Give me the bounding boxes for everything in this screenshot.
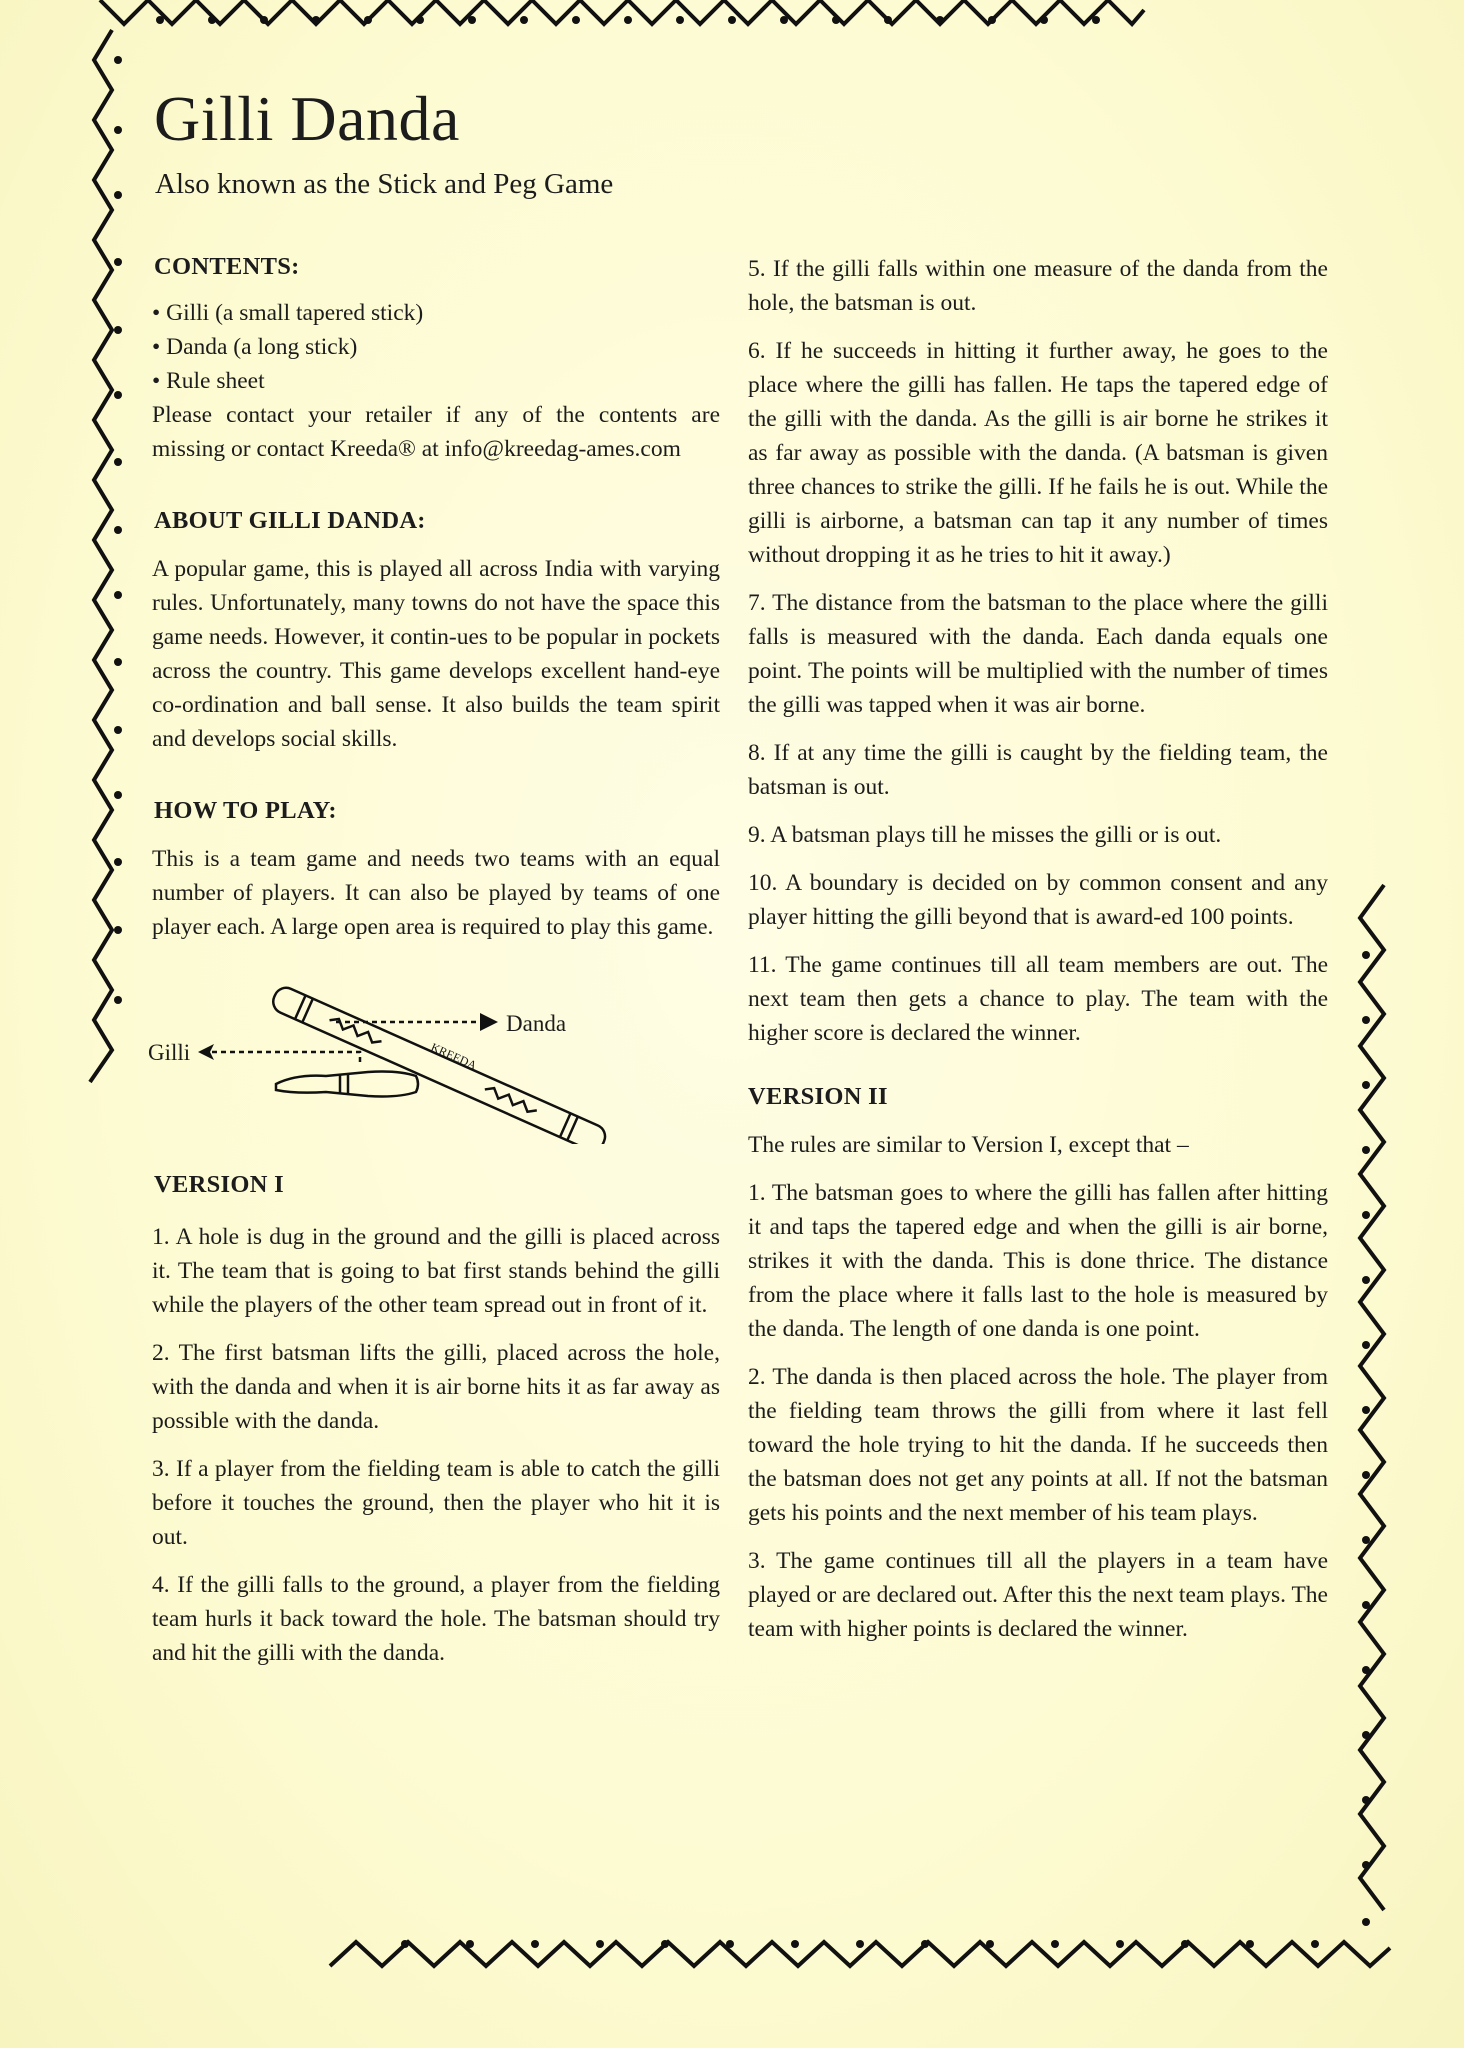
version1-rule-11: 11. The game continues till all team members are out. The next team then gets a chance to play. The team with the higher score is declared the winner. <box>748 952 1328 1046</box>
version1-rule-9: 9. A batsman plays till he misses the gilli or is out. <box>748 822 1222 848</box>
version1-rule-3: 3. If a player from the fielding team is able to catch the gilli before it touches the ground, then the player who hit it is out. <box>152 1456 720 1550</box>
how-to-play-text: This is a team game and needs two teams with an equal number of players. It can also be played by teams of one player each. A large open area is required to play this game. <box>152 846 720 940</box>
about-heading: ABOUT GILLI DANDA: <box>154 507 426 534</box>
version1-rule-6: 6. If he succeeds in hitting it further away, he goes to the place where the gilli has fallen. He taps the tapered edge of the gilli with the danda. As the gilli is air borne he strikes it as far away as possible with the danda. (A batsman is given three chances to strike the gilli. If he fails he is out. While the gilli is airborne, a batsman can tap it any number of times without dropping it as he tries to hit it away.) <box>748 338 1328 568</box>
gilli-danda-diagram <box>148 964 668 1144</box>
version1-rule-7: 7. The distance from the batsman to the place where the gilli falls is measured with the danda. Each danda equals one point. The points will be multiplied with the number of times the gilli was tapped when it was air borne. <box>748 590 1328 718</box>
contents-note: Please contact your retailer if any of the contents are missing or contact Kreeda® at info@kreedag-ames.com <box>152 402 720 462</box>
version2-rule-1: 1. The batsman goes to where the gilli has fallen after hitting it and taps the tapered edge and when the gilli is air borne, strikes it with the danda. This is done thrice. The distance from the place where it falls last to the hole is measured by the danda. The length of one danda is one point. <box>748 1180 1328 1342</box>
contents-item-gilli: • Gilli (a small tapered stick) <box>152 300 424 326</box>
about-text: A popular game, this is played all across India with varying rules. Unfortunately, many towns do not have the space this game needs. However, it contin-ues to be popular in pockets across the country. This game develops excellent hand-eye co-ordination and ball sense. It also builds the team spirit and develops social skills. <box>152 556 720 752</box>
left-column <box>148 250 720 1670</box>
version1-rule-1: 1. A hole is dug in the ground and the gilli is placed across it. The team that is going to bat first stands behind the gilli while the players of the other team spread out in front of it. <box>152 1224 720 1318</box>
top-zigzag <box>100 0 1144 24</box>
version2-heading: VERSION II <box>748 1083 888 1110</box>
version2-intro: The rules are similar to Version I, except that – <box>748 1132 1189 1158</box>
contents-heading: CONTENTS: <box>154 253 300 280</box>
stick-brand-text: KREEDA <box>428 1039 479 1073</box>
version1-rule-8: 8. If at any time the gilli is caught by the fielding team, the batsman is out. <box>748 740 1328 800</box>
version1-rule-10: 10. A boundary is decided on by common consent and any player hitting the gilli beyond that is award-ed 100 points. <box>748 870 1328 930</box>
gilli-label: Gilli <box>148 1040 191 1065</box>
contents-item-rule-sheet: • Rule sheet <box>152 368 265 394</box>
version2-rule-2: 2. The danda is then placed across the hole. The player from the fielding team throws the gilli from where it last fell toward the hole trying to hit the danda. If he succeeds then the batsman does not get any points at all. If not the batsman gets his points and the next member of his team plays. <box>748 1364 1328 1526</box>
contents-item-danda: • Danda (a long stick) <box>152 334 358 360</box>
danda-stick-illustration <box>269 984 608 1144</box>
version1-heading: VERSION I <box>154 1171 284 1198</box>
page-subtitle: Also known as the Stick and Peg Game <box>155 168 614 200</box>
version1-rule-2: 2. The first batsman lifts the gilli, placed across the hole, with the danda and when it is air borne hits it as far away as possible with the danda. <box>152 1340 720 1434</box>
left-zigzag <box>90 30 112 1082</box>
version2-rule-3: 3. The game continues till all the players in a team have played or are declared out. After this the next team plays. The team with higher points is declared the winner. <box>748 1548 1328 1642</box>
page-title: Gilli Danda <box>154 83 460 154</box>
version1-rule-4: 4. If the gilli falls to the ground, a player from the fielding team hurls it back toward the hole. The batsman should try and hit the gilli with the danda. <box>152 1572 720 1666</box>
danda-label: Danda <box>506 1011 567 1036</box>
right-column <box>748 252 1328 1646</box>
right-zigzag <box>1360 885 1384 1910</box>
how-to-play-heading: HOW TO PLAY: <box>154 797 337 824</box>
version1-rule-5: 5. If the gilli falls within one measure of the danda from the hole, the batsman is out. <box>748 256 1328 316</box>
